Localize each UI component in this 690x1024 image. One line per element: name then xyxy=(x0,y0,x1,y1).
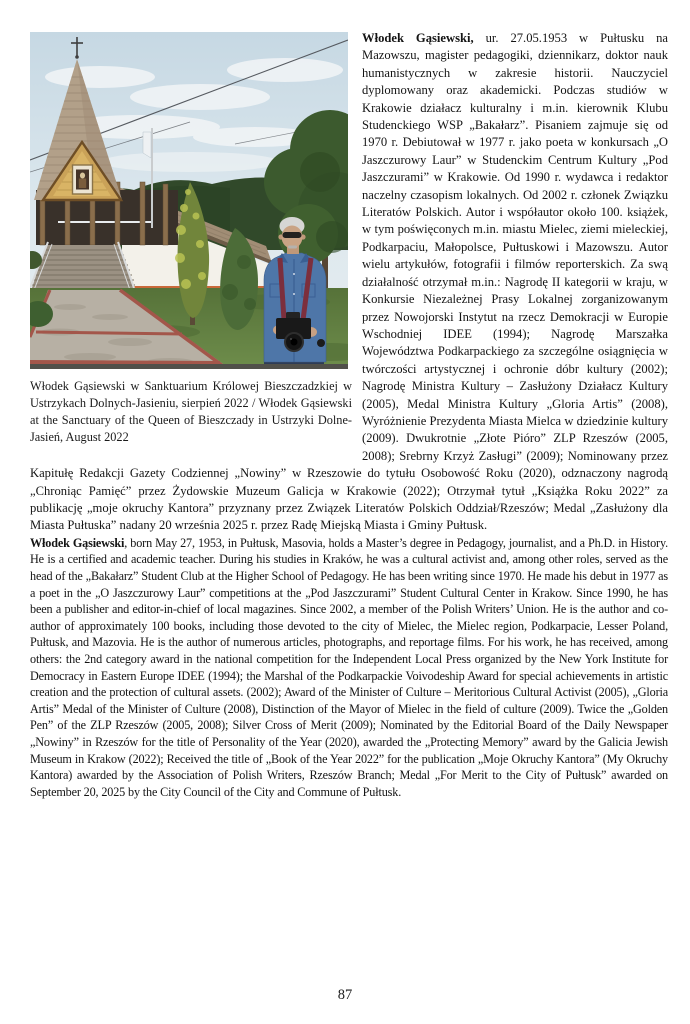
bio-english-name: Włodek Gąsiewski xyxy=(30,535,125,550)
page-number: 87 xyxy=(337,987,353,1003)
photo-bottom-shadow xyxy=(30,364,348,369)
photo-figure xyxy=(30,32,352,446)
bio-polish-text: ur. 27.05.1953 w Pułtusku na Mazowszu, magister pedagogiki, dziennikarz, doktor nauk humanistycznych w zakresie historii. Nauczyciel dyplomowany oraz akademicki. Podczas studiów w Krakowie działacz kulturalny i m.in. kierownik Klubu Studenckiego WSP „Bakałarz”. Pisaniem zajmuje się od 1970 r. Debiutował w 1977 r. jako poeta w konkursach „O Jaszczurowy Laur” w Studenckim Centrum Kultury „Pod Jaszczurami” w Krakowie. Od 1990 r. wydawca i redaktor naczelny czasopism lokalnych. Od 2002 r. członek Związku Literatów Polskich. Autor i współautor około 100. książek, w tym poświęconych m.in. miastu Mielec, ziemi mieleckiej, Podkarpaciu, Małopolsce, Pułtuskowi i Mazowszu. Autor wielu artykułów, fotografii i filmów reporterskich. Za swą działalność otrzymał m.in.: Nagrodę II kategorii w kraju, w Konkursie Niezależnej Prasy Lokalnej zorganizowanym przez Nowojorski Instytut na rzecz Demokracji w Europie Wschodniej IDEE (1994); Nagrodę Marszałka Województwa Podkarpackiego za szczególne osiągnięcia w twórczości artystycznej i ochronie dóbr kultury (2002); Nagrodę Ministra Kultury – Zasłużony Działacz Kultury (2005), Medal Ministra Kultury „Gloria Artis” (2008), Wyróżnienie Prezydenta Miasta Mielca w dziedzinie kultury (2009). Dwukrotnie „Złote Pióro” ZLP Rzeszów (2005, 2008); Srebrny Krzyż Zasługi” (2009); Nominowany przez Kapitułę Redakcji Gazety Codziennej „Nowiny” w Rzeszowie do tytułu Osobowość Roku (2020), odznaczony nagrodą „Chroniąc Pamięć” przez Żydowskie Muzeum Galicja w Krakowie (2022); Otrzymał tytuł „Książka Roku 2022” za publikację „moje okruchy Kantora” przyznany przez Związek Literatów Polskich Oddział/Rzeszów; Medal „Zasłużony dla Miasta Pułtuska” nadany 20 września 2025 r. przez Radę Miejską Miasta i Gminy Pułtusk. xyxy=(30,31,668,533)
church-sanctuary-photo xyxy=(30,32,348,369)
bio-english xyxy=(30,535,668,801)
madonna-icon xyxy=(73,165,93,194)
church-steps xyxy=(30,242,136,294)
mustache xyxy=(288,246,297,249)
wrist-watch xyxy=(317,339,325,347)
bio-english-text: , born May 27, 1953, in Pułtusk, Masovia, holds a Master’s degree in Pedagogy, journalist, and a Ph.D. in History. He is a certified and academic teacher. During his studies in Kraków, he was a cultural activist and, among other roles, served as the head of the „Bakałarz” Student Club at the Higher School of Pedagogy. He has been writing since 1970. He made his debut in 1977 as a poet in the „O Jaszczurowy Laur” competitions at the „Pod Jaszczurami” Student Cultural Center in Krakow. Since 1990, he has been a publisher and editor-in-chief of local magazines. Since 2002, a member of the Polish Writers’ Union. He is the author and co-author of approximately 100 books, including those devoted to the city of Mielec, the Mielec region, Podkarpacie, Lesser Poland, Pułtusk, and Mazovia. He is the author of numerous articles, photographs, and reportage films. For his work, he has received, among others: the 2nd category award in the national competition for the Independent Local Press organized by the New York Institute for Democracy in Eastern Europe IDEE (1994); the Marshal of the Podkarpackie Voivodeship Award for special achievements in artistic creation and the protection of cultural assets. (2002); Award of the Minister of Culture – Meritorious Cultural Activist (2005), „Gloria Artis” Medal of the Minister of Culture (2008), Distinction of the Mayor of Mielec in the field of culture (2009). Twice the „Golden Pen” of the ZLP Rzeszów (2005, 2008); Silver Cross of Merit (2009); Nominated by the Editorial Board of the Daily Newspaper „Nowiny” in Rzeszów for the title of Personality of the Year (2020), awarded the „Protecting Memory” award by the Galicia Jewish Museum in Krakow (2022); Received the title of „Book of the Year 2022” for the publication „Moje Okruchy Kantora” (My Okruchy Kantora) awarded by the Association of Polish Writers, Rzeszów Branch; Medal „For Merit to the City of Pułtusk” awarded on September 20, 2025 by the City Council of the City and Commune of Pułtusk. xyxy=(30,535,668,799)
photo-caption: Włodek Gąsiewski w Sanktuarium Królowej Bieszczadzkiej w Ustrzykach Dolnych-Jasieniu, sierpień 2022 / Włodek Gąsiewski at the Sanctuary of the Queen of Bieszczady in Ustrzyki Dolne-Jasień, August 2022 xyxy=(30,379,352,444)
sunglasses xyxy=(283,232,302,238)
bio-polish-name: Włodek Gąsiewski, xyxy=(362,31,474,45)
